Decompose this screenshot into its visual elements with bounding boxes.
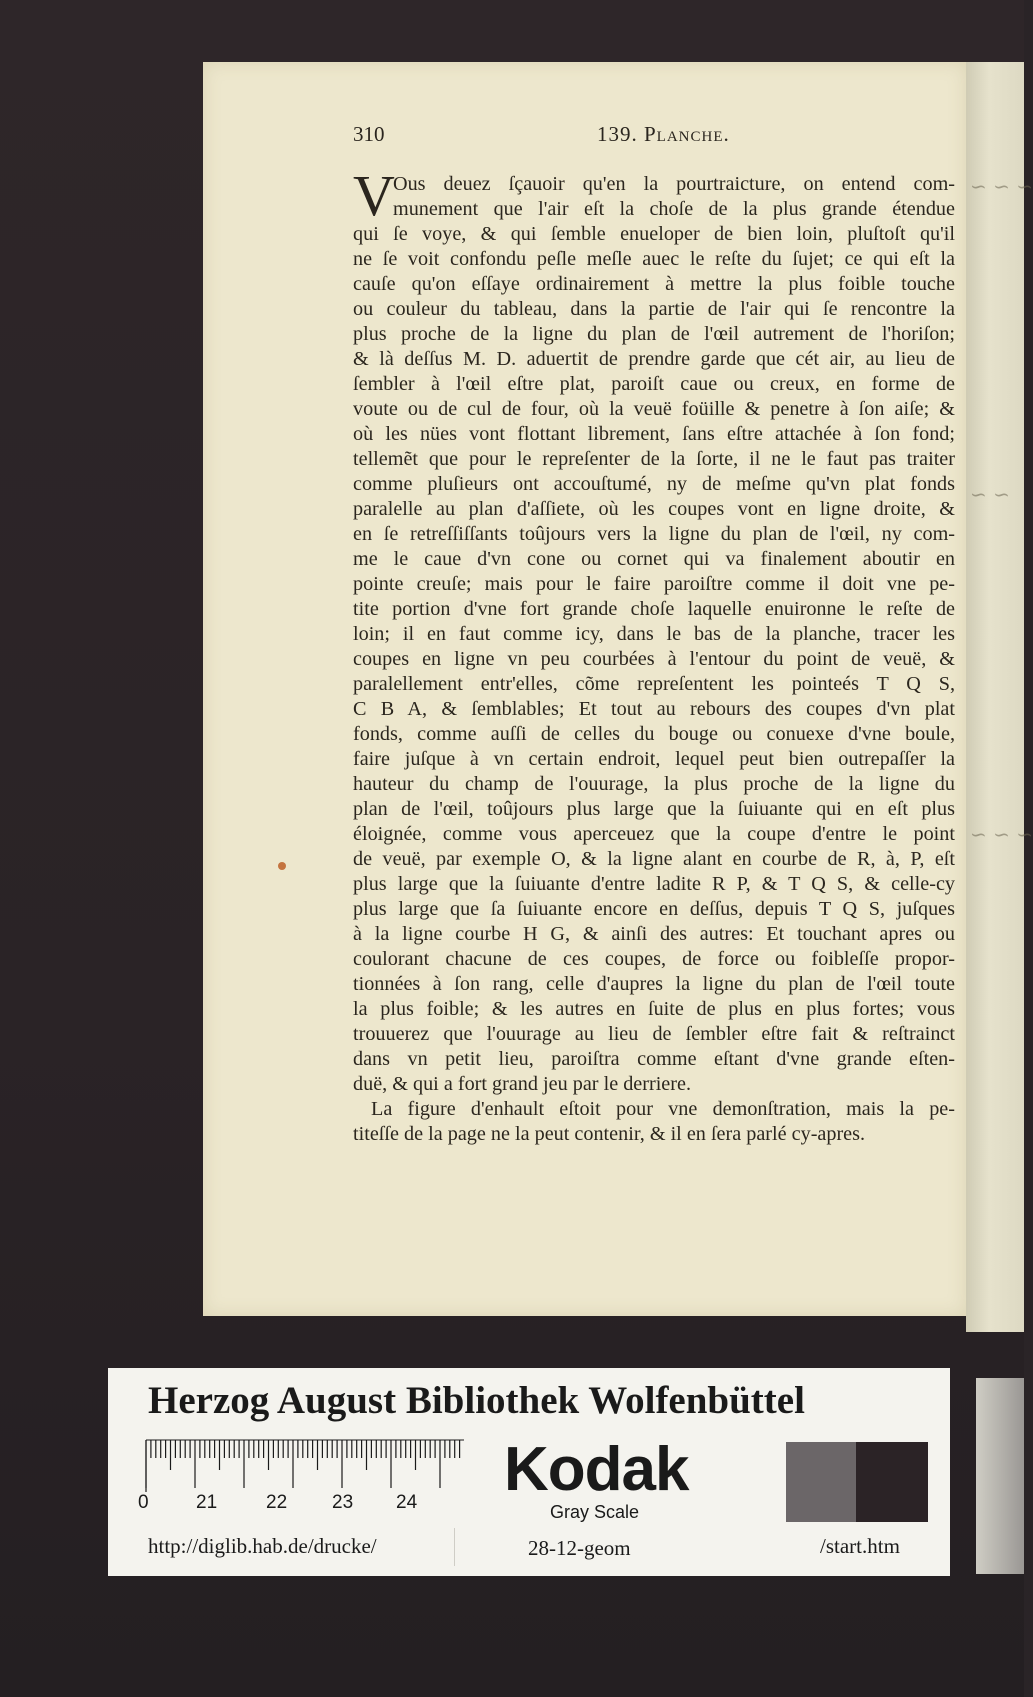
adjacent-page-strip [966,62,1033,1332]
text-line: plus large que la ſuiuante d'entre ladite R P, & T Q S, & celle-cy [353,873,955,895]
card-divider [454,1528,455,1566]
text-line: munement que l'air eſt la choſe de la plus grande étendue [393,198,955,220]
ruler-scale [146,1440,464,1492]
page-body-text [353,172,955,1147]
url-prefix: http://diglib.hab.de/drucke/ [148,1534,377,1558]
bleed-through-mark: ~ ~ [970,482,1010,506]
text-line: comme pluſieurs ont accouſtumé, ny de meſme qu'vn plat fonds [353,473,955,495]
text-line: tionnées à ſon rang, celle d'aupres la ligne du plan de l'œil toute [353,973,955,995]
text-line: duë, & qui a fort grand jeu par le derriere. [353,1073,691,1095]
text-line: où les nües vont flottant librement, ſans eſtre attachée à ſon fond; [353,423,955,445]
text-line: la plus foible; & les autres en ſuite de plus en plus fortes; vous [353,998,955,1020]
library-name: Herzog August Bibliothek Wolfenbüttel [148,1379,805,1422]
gray-swatch-mid [786,1442,856,1522]
color-reference-card [108,1368,950,1576]
text-line: dans vn petit lieu, paroiſtra comme eſtant d'vne grande eſten- [353,1048,955,1070]
text-line: tellemẽt que pour le repreſenter de la ſorte, il ne le faut pas traiter [353,448,955,470]
text-line: paralellement entr'elles, cõme repreſentent les pointeés T Q S, [353,673,955,695]
url-suffix: /start.htm [820,1534,900,1558]
ruler-number: 24 [396,1492,418,1513]
ruler-number: 21 [196,1492,218,1513]
url-identifier: 28-12-geom [528,1536,631,1560]
paper-stain-mark [278,862,286,870]
ruler-number: 23 [332,1492,354,1513]
text-line: plan de l'œil, toûjours plus large que la ſuiuante qui en eſt plus [353,798,955,820]
text-line: cauſe qu'on eſſaye ordinairement à mettre la plus foible touche [353,273,955,295]
text-line: ne ſe voit confondu peſle meſle auec le reſte du ſujet; ce qui eſt la [353,248,955,270]
closing-text-line: titeſſe de la page ne la peut contenir, & il en ſera parlé cy-apres. [353,1123,866,1145]
page-header [203,122,966,152]
closing-text-line: La figure d'enhault eſtoit pour vne demonſtration, mais la pe- [371,1098,955,1120]
text-line: faire juſque à vn certain endroit, lequel peut bien outrepaſſer la [353,748,955,770]
text-line: qui ſe voye, & qui ſemble enueloper de bien loin, pluſtoſt qu'il [353,223,955,245]
card-edge-strip [976,1378,1024,1574]
text-line: de veuë, par exemple O, & la ligne alant en courbe de R, à, P, eſt [353,848,955,870]
text-line: pointe creuſe; mais pour le faire paroiſtre comme il doit vne pe- [353,573,955,595]
bleed-through-mark: ~ ~ ~ [970,822,1033,846]
text-line: loin; il en faut comme icy, dans le bas de la planche, tracer les [353,623,955,645]
bleed-through-mark: ~ ~ ~ [970,174,1033,198]
kodak-logo: Kodak [504,1435,689,1504]
text-line: voute ou de cul de four, où la veuë foüille & penetre à ſon aiſe; & [353,398,955,420]
text-line: ſembler à l'œil eſtre plat, paroiſt caue ou creux, en forme de [353,373,955,395]
page-number: 310 [353,122,385,146]
text-line: fonds, comme auſſi de celles du bouge ou conuexe d'vne boule, [353,723,955,745]
text-line: hauteur du champ de l'ouurage, la plus proche de la ligne du [353,773,955,795]
text-line: me le caue d'vn cone ou cornet qui va finalement aboutir en [353,548,955,570]
text-line: ou couleur du tableau, dans la partie de l'air qui ſe rencontre la [353,298,955,320]
text-line: trouuerez que l'ouurage au lieu de ſembler eſtre fait & reſtrainct [353,1023,955,1045]
text-line: coulorant chacune de ces coupes, de force ou foibleſſe propor- [353,948,955,970]
text-line: & là deſſus M. D. aduertit de prendre garde que cét air, au lieu de [353,348,955,370]
ruler-number: 0 [138,1492,149,1513]
text-line: tite portion d'vne fort grande choſe laquelle enuironne le reſte de [353,598,955,620]
text-line: coupes en ligne vn peu courbées à l'entour du point de veuë, & [353,648,955,670]
text-line: plus large que ſa ſuiuante encore en deſſus, depuis T Q S, juſques [353,898,955,920]
text-line: plus proche de la ligne du plan de l'œil autrement de l'horiſon; [353,323,955,345]
text-line: en ſe retreſſiſſants toûjours vers la ligne du plan de l'œil, ny com- [353,523,955,545]
ruler-number: 22 [266,1492,288,1513]
text-line: paralelle au plan d'aſſiete, où les coupes vont en ligne droite, & [353,498,955,520]
gray-scale-label: Gray Scale [550,1502,640,1522]
ruler-numbers [138,1492,518,1516]
text-line: à la ligne courbe H G, & ainſi des autres: Et touchant apres ou [353,923,955,945]
text-line: Ous deuez ſçauoir qu'en la pourtraicture, on entend com- [393,173,955,195]
gray-swatch-dark [856,1442,928,1522]
text-line: éloignée, comme vous aperceuez que la coupe d'entre le point [353,823,955,845]
drop-initial: V [353,163,395,228]
text-line: C B A, & ſemblables; Et tout au rebours des coupes d'vn plat [353,698,955,720]
running-title: 139. Planche. [597,122,730,146]
